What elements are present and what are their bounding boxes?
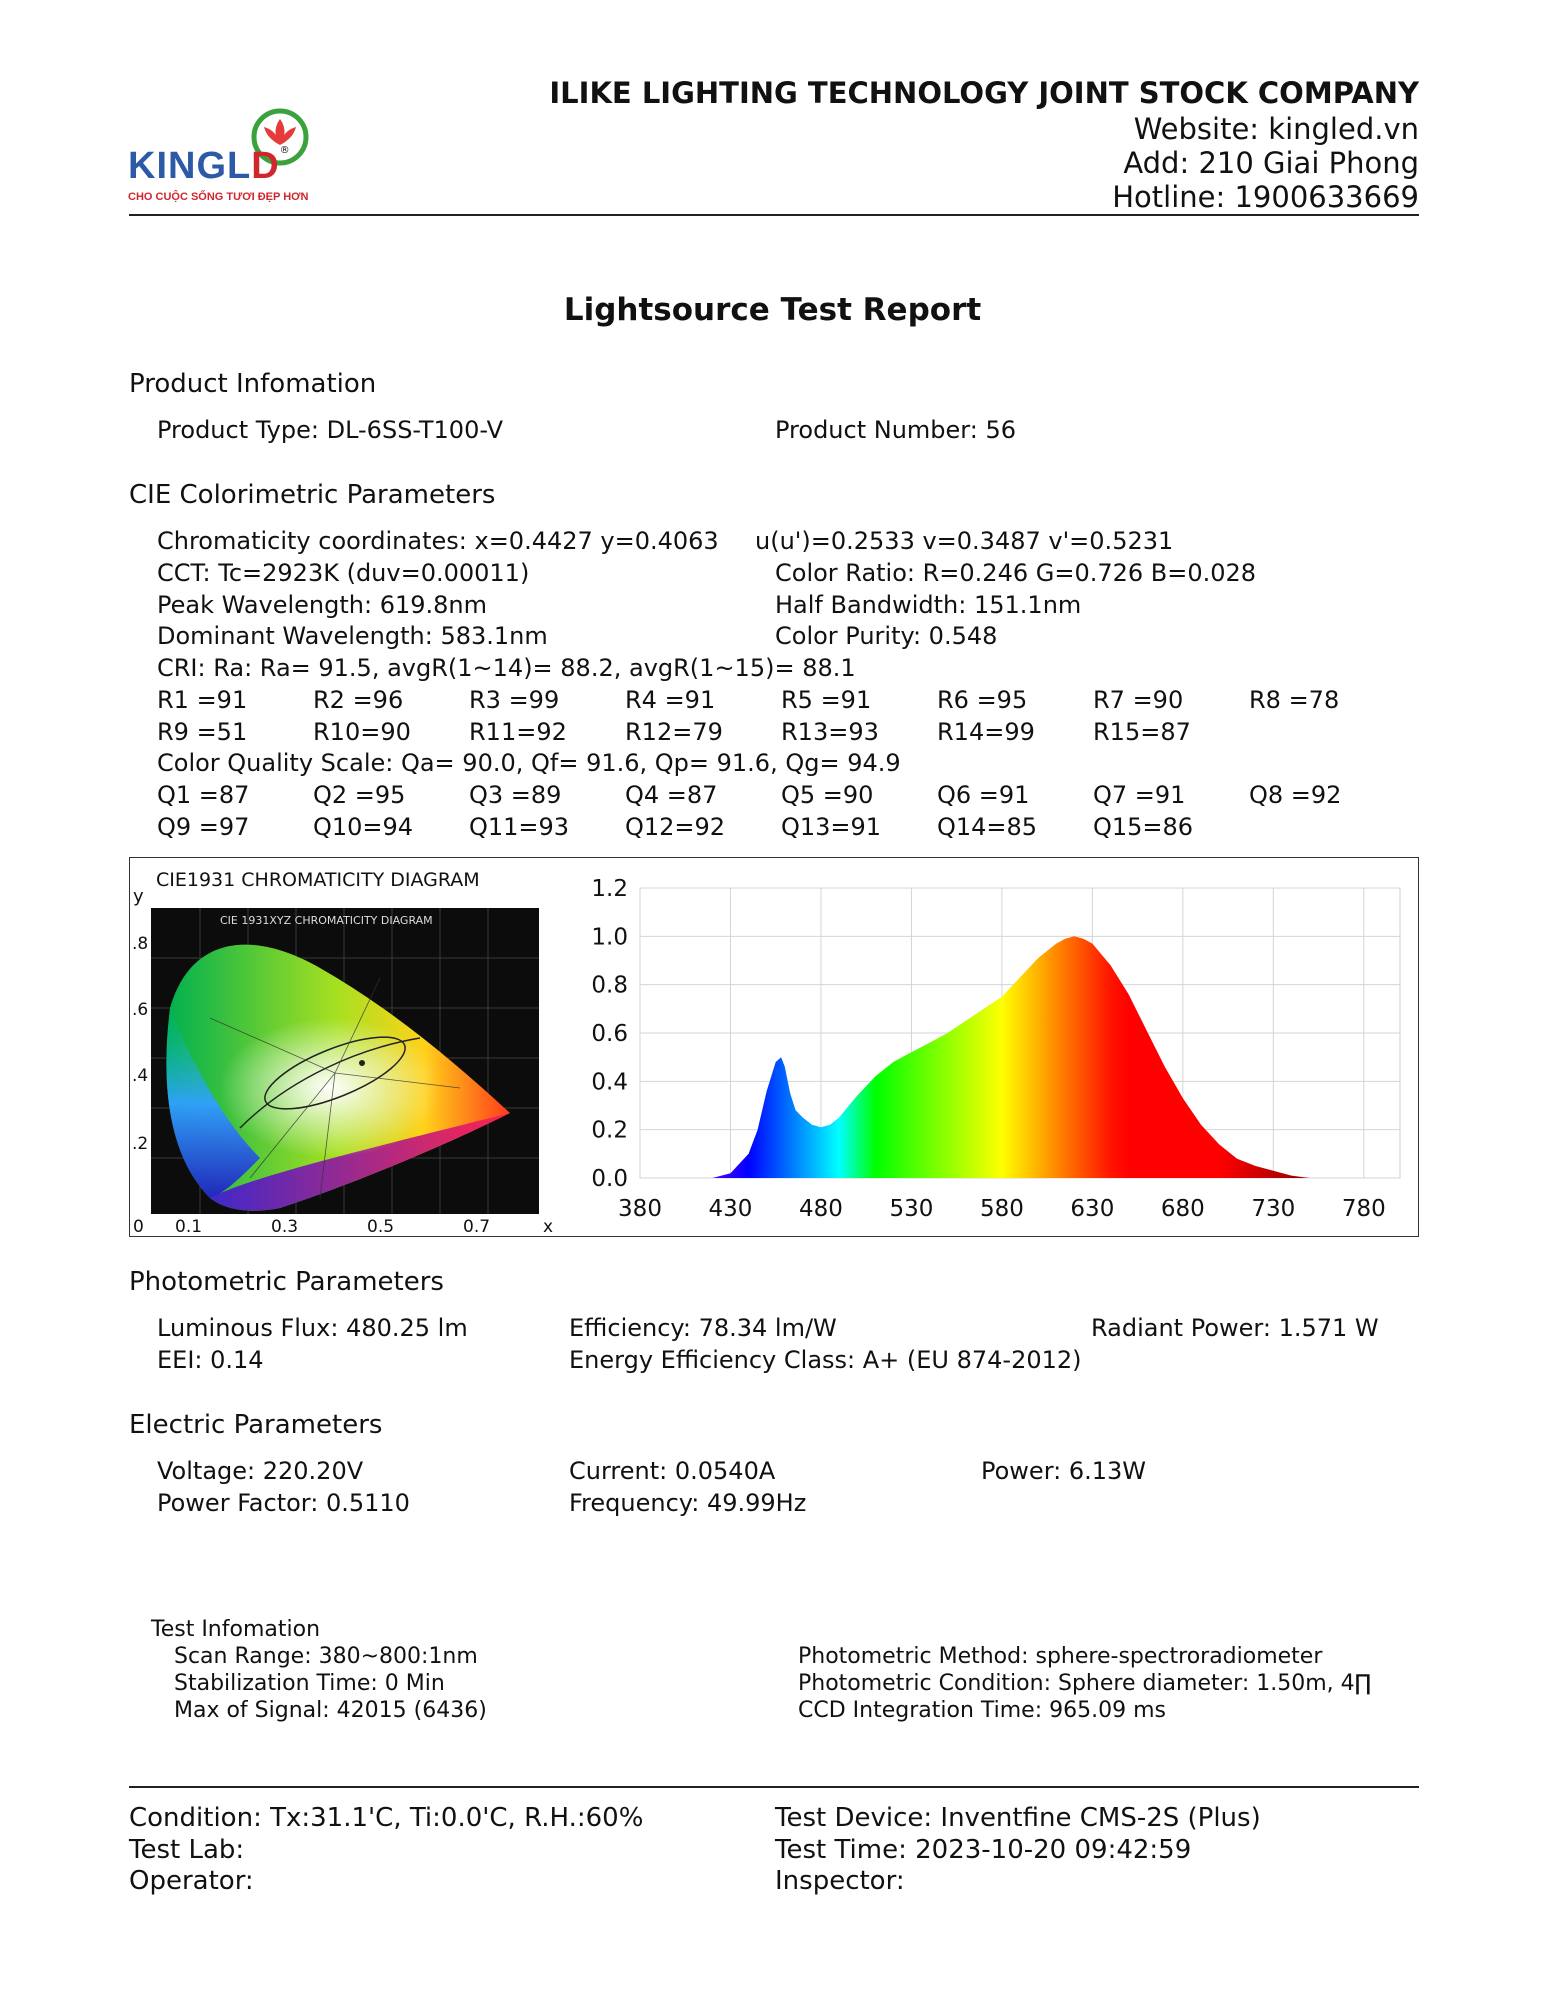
spectrum-y-axis — [591, 876, 628, 1192]
cie-diagram — [130, 858, 560, 1236]
stabilization-time: Stabilization Time: 0 Min — [174, 1671, 445, 1696]
test-info-heading: Test Infomation — [151, 1617, 321, 1642]
color-quality-scale: Color Quality Scale: Qa= 90.0, Qf= 91.6, Qp= 91.6, Qg= 94.9 — [157, 749, 901, 777]
r-value: R4 =91 — [625, 686, 716, 714]
r-value: R6 =95 — [937, 686, 1028, 714]
r-value: R10=90 — [313, 718, 411, 746]
peak-wavelength: Peak Wavelength: 619.8nm — [157, 591, 487, 619]
y-tick-label: 0.0 — [591, 1166, 628, 1192]
cie-x-tick: 0.1 — [175, 1217, 203, 1236]
spectrum-chart — [560, 858, 1418, 1236]
test-time: Test Time: 2023-10-20 09:42:59 — [775, 1835, 1192, 1865]
r-value: R5 =91 — [781, 686, 872, 714]
q-value: Q4 =87 — [625, 781, 718, 809]
q-value: Q3 =89 — [469, 781, 562, 809]
color-purity: Color Purity: 0.548 — [775, 622, 998, 650]
r-value: R14=99 — [937, 718, 1035, 746]
cie-white-region — [220, 1018, 440, 1158]
photometric-condition: Photometric Condition: Sphere diameter: 1.50m, 4∏ — [798, 1671, 1372, 1696]
q-value: Q9 =97 — [157, 813, 250, 841]
q-value: Q2 =95 — [313, 781, 406, 809]
spectrum-area — [712, 936, 1309, 1178]
r-value: R8 =78 — [1249, 686, 1340, 714]
q-value: Q13=91 — [781, 813, 882, 841]
cie-y-axis-label: y — [133, 886, 144, 907]
efficiency: Efficiency: 78.34 lm/W — [569, 1314, 837, 1342]
cri-summary: CRI: Ra: Ra= 91.5, avgR(1~14)= 88.2, avgR(1~15)= 88.1 — [157, 654, 856, 682]
cie-y-tick: .2 — [132, 1134, 149, 1154]
electric-heading: Electric Parameters — [129, 1410, 383, 1440]
dominant-wavelength: Dominant Wavelength: 583.1nm — [157, 622, 548, 650]
photometric-method: Photometric Method: sphere-spectroradiometer — [798, 1644, 1323, 1669]
test-device: Test Device: Inventfine CMS-2S (Plus) — [775, 1803, 1261, 1833]
logo-tagline: CHO CUỘC SỐNG TƯƠI ĐẸP HƠN — [128, 191, 309, 203]
x-tick-label: 730 — [1251, 1196, 1296, 1222]
cie-y-tick: .4 — [132, 1066, 149, 1086]
cct-value: CCT: Tc=2923K (duv=0.00011) — [157, 559, 530, 587]
inspector: Inspector: — [775, 1866, 905, 1896]
spectrum-x-axis — [618, 1196, 1386, 1222]
product-number: Product Number: 56 — [775, 416, 1016, 444]
cie-y-tick: .8 — [132, 934, 149, 954]
color-ratio: Color Ratio: R=0.246 G=0.726 B=0.028 — [775, 559, 1257, 587]
x-tick-label: 580 — [979, 1196, 1024, 1222]
half-bandwidth: Half Bandwidth: 151.1nm — [775, 591, 1082, 619]
operator: Operator: — [129, 1866, 254, 1896]
x-tick-label: 680 — [1160, 1196, 1205, 1222]
cie-diagram-title: CIE1931 CHROMATICITY DIAGRAM — [156, 869, 480, 891]
header-divider — [129, 214, 1419, 216]
r-value: R11=92 — [469, 718, 567, 746]
r-value: R7 =90 — [1093, 686, 1184, 714]
y-tick-label: 0.6 — [591, 1021, 628, 1047]
frequency: Frequency: 49.99Hz — [569, 1489, 807, 1517]
y-tick-label: 1.2 — [591, 876, 628, 902]
x-tick-label: 480 — [798, 1196, 843, 1222]
energy-efficiency-class: Energy Efficiency Class: A+ (EU 874-2012) — [569, 1346, 1082, 1374]
company-name: ILIKE LIGHTING TECHNOLOGY JOINT STOCK COMPANY — [549, 76, 1419, 110]
kingled-logo — [128, 105, 338, 205]
q-value: Q1 =87 — [157, 781, 250, 809]
r-value: R12=79 — [625, 718, 723, 746]
logo-text-right: D — [251, 145, 280, 187]
scan-range: Scan Range: 380~800:1nm — [174, 1644, 478, 1669]
x-tick-label: 630 — [1070, 1196, 1115, 1222]
footer-divider — [129, 1786, 1419, 1788]
company-hotline: Hotline: 1900633669 — [1112, 180, 1419, 214]
r-value: R2 =96 — [313, 686, 404, 714]
q-value: Q10=94 — [313, 813, 414, 841]
cie-y-tick: .6 — [132, 1000, 149, 1020]
product-type: Product Type: DL-6SS-T100-V — [157, 416, 504, 444]
y-tick-label: 1.0 — [591, 924, 628, 951]
max-signal: Max of Signal: 42015 (6436) — [174, 1698, 487, 1723]
cie-x-tick: 0.5 — [367, 1217, 395, 1236]
report-title: Lightsource Test Report — [563, 292, 982, 328]
q-value: Q6 =91 — [937, 781, 1030, 809]
company-address: Add: 210 Giai Phong — [1123, 146, 1419, 180]
eei-value: EEI: 0.14 — [157, 1346, 264, 1374]
test-condition: Condition: Tx:31.1'C, Ti:0.0'C, R.H.:60% — [129, 1803, 644, 1833]
x-tick-label: 430 — [708, 1196, 753, 1222]
power: Power: 6.13W — [981, 1457, 1147, 1485]
r-value: R3 =99 — [469, 686, 560, 714]
y-tick-label: 0.8 — [591, 972, 628, 999]
radiant-power: Radiant Power: 1.571 W — [1091, 1314, 1379, 1342]
q-value: Q5 =90 — [781, 781, 874, 809]
cie-inner-title: CIE 1931XYZ CHROMATICITY DIAGRAM — [220, 914, 433, 927]
r-value: R13=93 — [781, 718, 879, 746]
q-value: Q7 =91 — [1093, 781, 1186, 809]
r-value: R15=87 — [1093, 718, 1191, 746]
current: Current: 0.0540A — [569, 1457, 776, 1485]
q-value: Q12=92 — [625, 813, 726, 841]
cie-heading: CIE Colorimetric Parameters — [129, 480, 496, 510]
q-value: Q14=85 — [937, 813, 1038, 841]
company-website: Website: kingled.vn — [1133, 112, 1419, 146]
photometric-heading: Photometric Parameters — [129, 1267, 444, 1297]
chart-panel — [129, 857, 1419, 1237]
cie-x-axis-label: x — [543, 1217, 554, 1236]
r-value: R9 =51 — [157, 718, 248, 746]
product-heading: Product Infomation — [129, 369, 377, 399]
power-factor: Power Factor: 0.5110 — [157, 1489, 410, 1517]
y-tick-label: 0.2 — [591, 1117, 628, 1144]
registered-mark: ® — [279, 145, 290, 156]
q-value: Q15=86 — [1093, 813, 1194, 841]
chromaticity-coordinates: Chromaticity coordinates: x=0.4427 y=0.4063 — [157, 527, 719, 555]
measured-point-marker — [359, 1060, 365, 1066]
x-tick-label: 380 — [618, 1196, 662, 1222]
voltage: Voltage: 220.20V — [157, 1457, 364, 1485]
x-tick-label: 780 — [1341, 1196, 1386, 1222]
uv-coordinates: u(u')=0.2533 v=0.3487 v'=0.5231 — [755, 527, 1174, 555]
cie-x-tick: 0.3 — [271, 1217, 299, 1236]
logo-text-left: KINGL — [128, 145, 252, 187]
r-value: R1 =91 — [157, 686, 248, 714]
cie-x-tick: 0.7 — [463, 1217, 491, 1236]
x-tick-label: 530 — [889, 1196, 934, 1222]
q-value: Q11=93 — [469, 813, 570, 841]
luminous-flux: Luminous Flux: 480.25 lm — [157, 1314, 468, 1342]
q-value: Q8 =92 — [1249, 781, 1342, 809]
y-tick-label: 0.4 — [591, 1069, 628, 1096]
test-lab: Test Lab: — [129, 1835, 245, 1865]
cie-x-tick: 0 — [133, 1217, 144, 1236]
ccd-integration-time: CCD Integration Time: 965.09 ms — [798, 1698, 1166, 1723]
